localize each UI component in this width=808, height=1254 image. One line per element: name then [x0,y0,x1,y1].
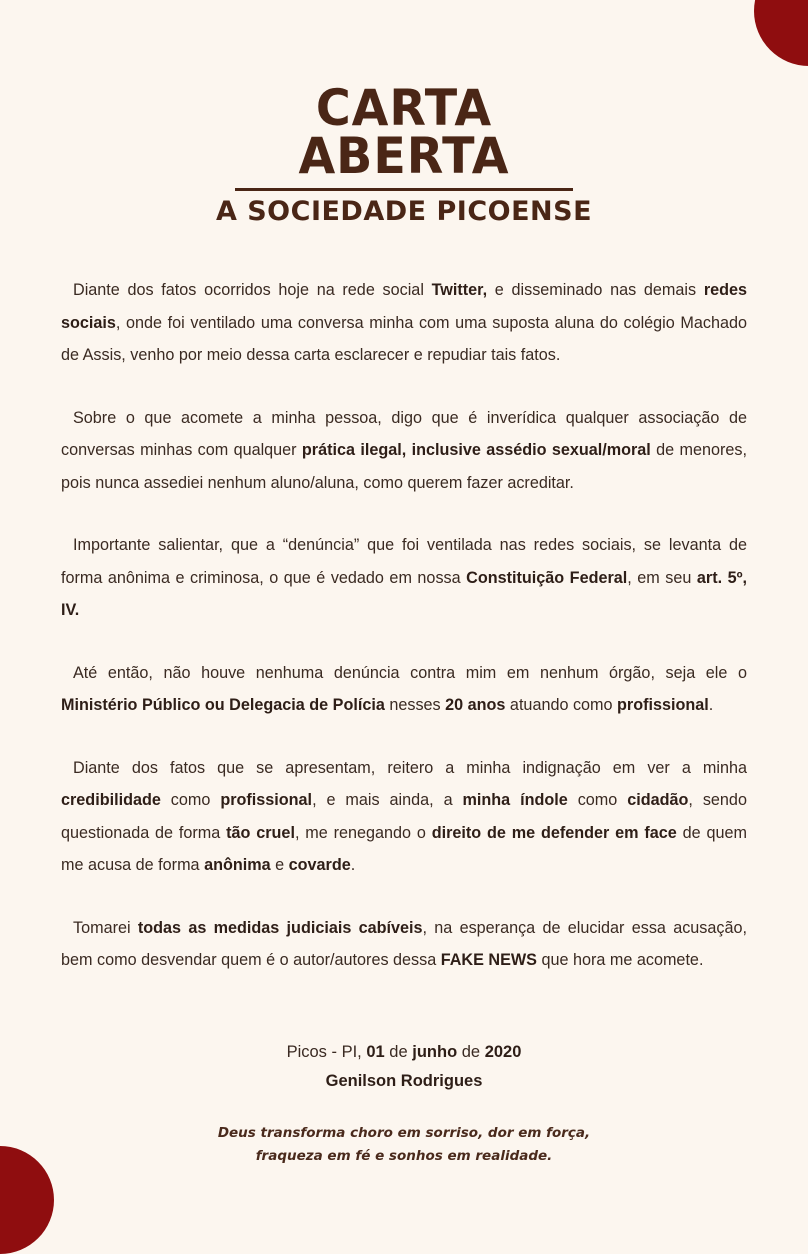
text: , na esperança de elucidar essa acusação, bem como desvendar quem é o autor/autores dessa [61,918,747,969]
bold-text: direito de me defender em face [431,823,677,842]
bold-text: credibilidade [61,791,161,809]
text: de [457,1043,485,1061]
paragraph-1 [61,274,747,372]
text: Diante dos fatos que se apresentam, reitero a minha indignação em ver a minha [73,758,747,777]
text: como [567,791,628,809]
title-divider [235,188,573,191]
bold-text: profissional [617,696,709,714]
text: . [350,856,356,874]
bold-text: tão cruel [226,823,295,842]
bold-text: Ministério Público ou Delegacia de Polícia [61,696,385,714]
title-line-1: CARTA [315,79,493,137]
signer-name-text: Genilson Rodrigues [325,1072,483,1090]
corner-decoration-top-right [754,0,808,66]
title-line-2: ABERTA [298,127,510,185]
text: nesses [384,696,446,714]
quote-line-1: Deus transforma choro em sorriso, dor em força, [217,1125,591,1141]
signature-block [0,1038,808,1096]
date-day: 01 [366,1043,385,1061]
bold-text: FAKE NEWS [440,951,537,969]
bold-text: covarde [288,856,351,874]
text: Importante salientar, que a “denúncia” que foi ventilada nas redes sociais, se levanta de forma anônima e criminosa, o que é vedado em nossa [61,536,747,587]
bold-text: todas as medidas judiciais cabíveis [137,918,423,937]
bold-text: art. 5º, IV. [61,568,748,619]
text: atuando como [505,696,618,714]
bold-text: Constituição Federal [466,568,628,587]
bold-text: 20 anos [445,696,506,714]
text: e disseminado nas demais [487,281,704,299]
paragraph-6 [61,912,747,977]
bold-text: cidadão [627,791,689,809]
paragraph-2 [61,402,747,500]
bold-text: profissional [220,791,313,809]
text: Diante dos fatos ocorridos hoje na rede social [73,281,432,299]
signer-name [0,1067,808,1096]
date-year: 2020 [484,1043,522,1061]
subtitle: A SOCIEDADE PICOENSE [215,196,593,227]
text: . [708,696,714,714]
text: , em seu [627,568,697,587]
text: Sobre o que acomete a minha pessoa, digo que é inverídica qualquer associação de conversas minhas com qualquer [61,408,747,459]
date-month: junho [412,1043,458,1061]
text: Até então, não houve nenhuma denúncia contra mim em nenhum órgão, seja ele o [73,663,747,682]
text: Tomarei [73,918,138,937]
text: , onde foi ventilado uma conversa minha com uma suposta aluna do colégio Machado de Assis, venho por meio dessa carta esclarecer e repudiar tais fatos. [61,313,747,364]
letter-header [0,79,808,229]
text: que hora me acomete. [536,951,704,969]
text: como [160,791,221,809]
bold-text: anônima [204,856,271,874]
place-text: Picos - PI, [286,1043,367,1061]
text: , e mais ainda, a [312,791,463,809]
quote-line-2: fraqueza em fé e sonhos em realidade. [255,1148,553,1164]
bold-text: minha índole [462,791,568,809]
date-line [0,1038,808,1067]
closing-quote [0,1122,808,1168]
bold-text: prática ilegal, inclusive assédio sexual/moral [301,441,651,459]
paragraph-3 [61,529,747,627]
text: de [384,1043,413,1061]
text: de menores, pois nunca assediei nenhum aluno/aluna, como querem fazer acreditar. [61,441,747,492]
text: e [270,856,289,874]
text: de quem me acusa de forma [61,823,747,874]
paragraph-4 [61,657,747,722]
letter-body [61,274,747,1007]
bold-text: Twitter, [431,281,488,299]
bold-text: redes sociais [61,281,748,332]
text: , me renegando o [294,823,432,842]
paragraph-5 [61,752,747,882]
text: , sendo questionada de forma [61,791,747,842]
